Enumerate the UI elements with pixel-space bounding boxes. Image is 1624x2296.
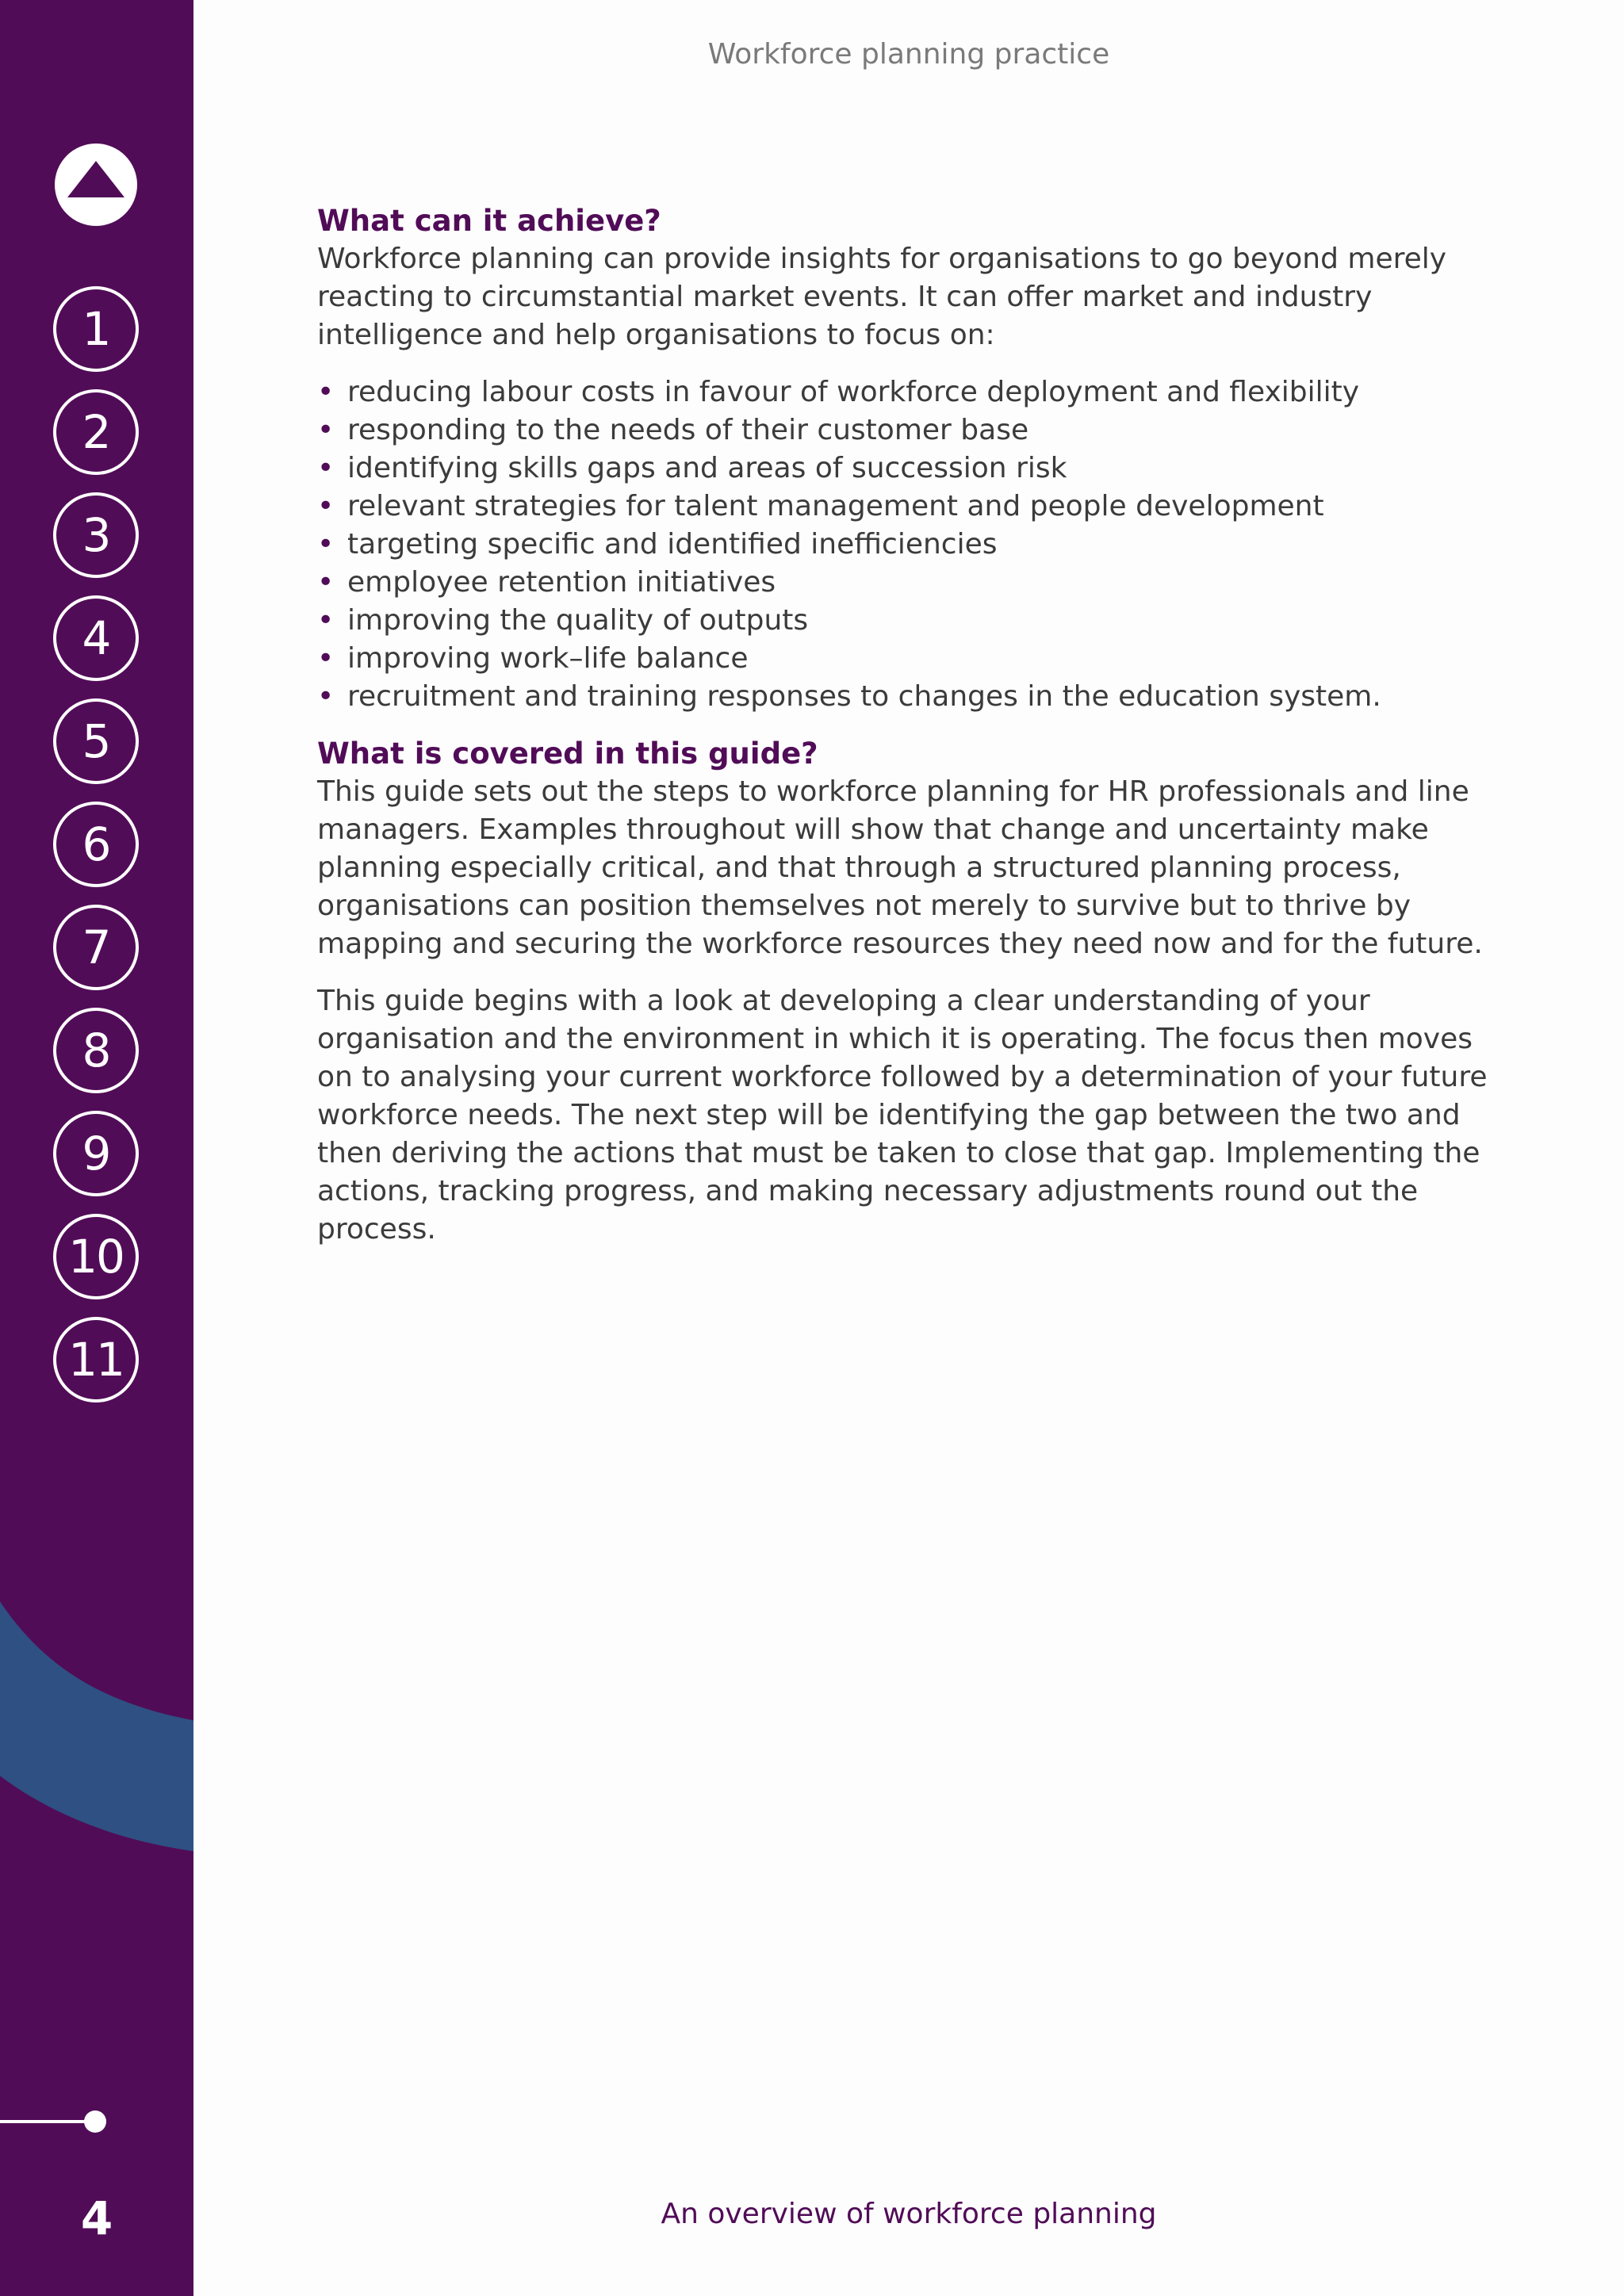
- list-item: • employee retention initiatives: [317, 564, 1491, 602]
- chapter-nav-item-6[interactable]: 6: [53, 802, 139, 887]
- list-item: • reducing labour costs in favour of workforce deployment and flexibility: [317, 373, 1491, 411]
- list-item: • recruitment and training responses to changes in the education system.: [317, 678, 1491, 716]
- main-content: [317, 202, 1491, 1268]
- sidebar: [0, 0, 193, 2296]
- chapter-nav-item-9[interactable]: 9: [53, 1111, 139, 1196]
- chapter-nav-item-7[interactable]: 7: [53, 905, 139, 990]
- list-item: • targeting specific and identified inefficiencies: [317, 526, 1491, 564]
- list-item: • improving work–life balance: [317, 640, 1491, 678]
- chapter-nav-item-3[interactable]: 3: [53, 492, 139, 578]
- list-item: • identifying skills gaps and areas of succession risk: [317, 450, 1491, 488]
- page-number: 4: [80, 2191, 113, 2245]
- back-to-top-button[interactable]: [55, 144, 137, 226]
- page-progress-line: [0, 2120, 89, 2123]
- chapter-nav-item-8[interactable]: 8: [53, 1008, 139, 1093]
- chapter-nav-item-2[interactable]: 2: [53, 389, 139, 475]
- chapter-nav-item-11[interactable]: 11: [53, 1317, 139, 1402]
- page-progress-dot: [84, 2110, 106, 2133]
- chapter-nav-item-5[interactable]: 5: [53, 698, 139, 784]
- guide-paragraph-1: This guide sets out the steps to workforce planning for HR professionals and line managers. Examples throughout will show that change and uncertainty make planning especially critical, and that through a structured planning process, organisations can position themselves not merely to survive but to thrive by mapping and securing the workforce resources they need now and for the future.: [317, 775, 1483, 960]
- list-item: • responding to the needs of their customer base: [317, 411, 1491, 450]
- section-heading-achieve: What can it achieve?: [317, 204, 661, 238]
- list-item: • improving the quality of outputs: [317, 602, 1491, 640]
- running-footer: An overview of workforce planning: [661, 2198, 1157, 2230]
- chapter-nav-item-10[interactable]: 10: [53, 1214, 139, 1299]
- list-item: • relevant strategies for talent management and people development: [317, 488, 1491, 526]
- benefits-list: [317, 373, 1491, 716]
- chapter-nav-item-4[interactable]: 4: [53, 595, 139, 681]
- chapter-nav-item-1[interactable]: 1: [53, 286, 139, 372]
- section-intro: Workforce planning can provide insights for organisations to go beyond merely reacting to circumstantial market events. It can offer market and industry intelligence and help organisations to focus on:: [317, 243, 1447, 351]
- section-heading-covered: What is covered in this guide?: [317, 737, 818, 771]
- chapter-nav: [53, 286, 139, 1420]
- triangle-up-icon: [55, 144, 137, 226]
- guide-paragraph-2: This guide begins with a look at developing a clear understanding of your organisation and the environment in which it is operating. The focus then moves on to analysing your current workforce followed by a determination of your future workforce needs. The next step will be identifying the gap between the two and then deriving the actions that must be taken to close that gap. Implementing the actions, tracking progress, and making necessary adjustments round out the process.: [317, 985, 1488, 1246]
- running-header: Workforce planning practice: [707, 38, 1110, 71]
